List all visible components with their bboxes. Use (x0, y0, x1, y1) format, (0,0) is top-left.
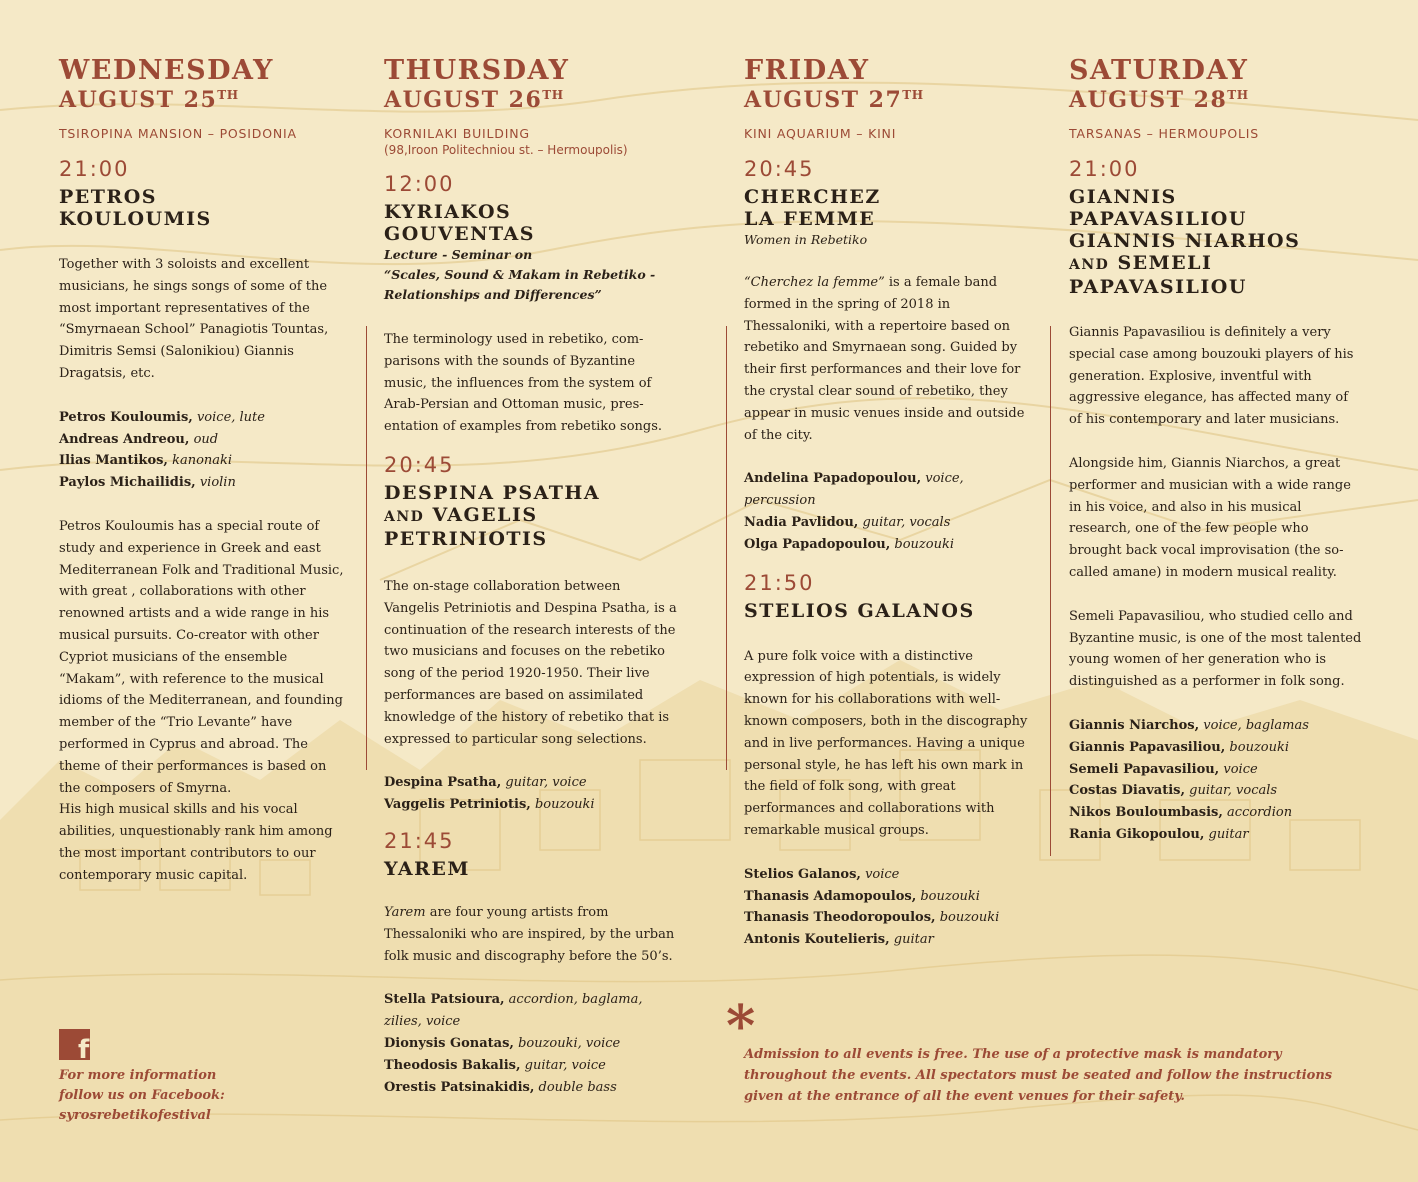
act-title: GIANNIS PAPAVASILIOU GIANNIS NIARHOS AND SEMELI PAPAVASILIOU (1069, 186, 1301, 298)
musician: Stelios Galanos, voice (744, 866, 900, 882)
artist-bio: Petros Kouloumis has a special route of study and experience in Greek and east Mediterranean Folk and Traditional Music, with great , collaborations with other renowned artists and a wide range in his musical pursuits. Co-creator with other Cypriot musicians of the ensemble “Makam”, with reference to the musical idioms of the Mediterranean, and founding member of the “Trio Levante” have performed in Cyprus and abroad. The theme of their performances is based on the composers of Smyrna. (59, 518, 344, 796)
musicians-list (384, 989, 679, 1098)
musicians-list (1069, 715, 1364, 846)
facebook-icon[interactable] (59, 1029, 90, 1060)
musician: Thanasis Adamopoulos, bouzouki (744, 888, 980, 904)
musician: Nikos Bouloumbasis, accordion (1069, 805, 1293, 821)
day-column-friday (744, 55, 1039, 951)
event-description-2: Alongside him, Giannis Niarchos, a great performer and musician with a wide range in his voice, and also in his musical research, one of the few people who brought back vocal improvisation (the so-called amane) in modern musical reality. (1069, 455, 1351, 580)
musicians-list (744, 864, 1039, 951)
event-description-3: Semeli Papavasiliou, who studied cello and Byzantine music, is one of the most talented young women of her generation who is distinguished as a performer in folk song. (1069, 608, 1362, 690)
day-name: FRIDAY (744, 55, 870, 86)
facebook-icon-glyph (59, 1029, 90, 1060)
artist-bio-2: His high musical skills and his vocal abilities, unquestionably rank him among the most important contributors to our contemporary music capital. (59, 802, 333, 883)
day-date: AUGUST 27TH (744, 87, 924, 113)
event-description: A pure folk voice with a distinctive expression of high potentials, is widely known for his collaborations with well-known composers, both in the discography and in live performances. Having a unique personal style, he has left his own mark in the field of folk song, with great performances and collaborations with remarkable musical groups. (744, 648, 1028, 838)
act-title: DESPINA PSATHA AND VAGELIS PETRINIOTIS (384, 481, 601, 550)
act-title: YAREM (384, 857, 470, 880)
musician: Andelina Papadopoulou, voice, percussion (744, 471, 964, 509)
musician: Giannis Niarchos, voice, baglamas (1069, 717, 1309, 733)
musician: Dionysis Gonatas, bouzouki, voice (384, 1035, 621, 1051)
event-description: The on-stage collaboration between Vangelis Petriniotis and Despina Psatha, is a continuation of the research interests of the two musicians and focuses on the rebetiko song of the period 1920-1950. Their live performances are based on assimilated knowledge of the history of rebetiko that is expressed to particular song selections. (384, 578, 677, 747)
event-description: Giannis Papavasiliou is definitely a very special case among bouzouki players of his generation. Explosive, inventful with aggressive elegance, has affected many of of his contemporary and later musicians. (1069, 325, 1354, 428)
musician: Nadia Pavlidou, guitar, vocals (744, 514, 951, 530)
venue-address: (98,Iroon Politechniou st. – Hermoupolis) (384, 143, 628, 157)
act-subtitle: Women in Rebetiko (744, 232, 868, 247)
musician: Thanasis Theodoropoulos, bouzouki (744, 910, 1000, 926)
musician: Olga Papadopoulou, bouzouki (744, 536, 954, 552)
event-time: 21:45 (384, 828, 455, 853)
day-name: SATURDAY (1069, 55, 1249, 86)
musician: Semeli Papavasiliou, voice (1069, 761, 1258, 777)
musician: Orestis Patsinakidis, double bass (384, 1079, 617, 1095)
act-subtitle: Lecture - Seminar on “Scales, Sound & Makam in Rebetiko - Relationships and Differences” (384, 247, 656, 302)
event-description: Yarem are four young artists from Thessaloniki who are inspired, by the urban folk music and discography before the 50’s. (384, 904, 675, 964)
day-date: AUGUST 25TH (59, 87, 239, 113)
event-time: 20:45 (744, 157, 815, 181)
event-description: “Cherchez la femme” is a female band formed in the spring of 2018 in Thessaloniki, with a repertoire based on rebetiko and Smyrnaean song. Guided by their first performances and their love for the crystal clear sound of rebetiko, they appear in music venues inside and outside of the city. (744, 275, 1025, 443)
act-title: PETROS KOULOUMIS (59, 186, 212, 230)
event-time: 21:50 (744, 570, 815, 595)
musicians-list (744, 468, 1039, 555)
musician: zilies, voice (384, 1014, 461, 1030)
event-time: 21:00 (59, 157, 130, 181)
venue: KINI AQUARIUM – KINI (744, 126, 897, 141)
facebook-handle-link[interactable]: syrosrebetikofestival (59, 1108, 211, 1123)
venue: KORNILAKI BUILDING (384, 126, 530, 141)
event-time: 20:45 (384, 452, 455, 477)
musician: Paylos Michailidis, violin (59, 475, 236, 491)
musician: Andreas Andreou, oud (59, 431, 219, 447)
facebook-info: For more information follow us on Facebook: syrosrebetikofestival (59, 1066, 299, 1126)
day-date: AUGUST 26TH (384, 87, 564, 113)
musician: Costas Diavatis, guitar, vocals (1069, 783, 1278, 799)
venue: TARSANAS – HERMOUPOLIS (1069, 126, 1259, 141)
day-column-wednesday (59, 55, 349, 887)
act-title: STELIOS GALANOS (744, 599, 975, 622)
column-divider-4 (1050, 326, 1051, 856)
day-name: THURSDAY (384, 55, 570, 86)
event-time: 21:00 (1069, 157, 1140, 181)
venue: TSIROPINA MANSION – POSIDONIA (59, 126, 297, 141)
musician: Petros Kouloumis, voice, lute (59, 409, 265, 425)
day-name: WEDNESDAY (59, 55, 274, 86)
asterisk-icon: * (726, 993, 756, 1059)
day-date: AUGUST 28TH (1069, 87, 1249, 113)
act-title: KYRIAKOS GOUVENTAS (384, 201, 535, 245)
musician: Theodosis Bakalis, guitar, voice (384, 1057, 606, 1073)
event-description: The terminology used in rebetiko, com-parisons with the sounds of Byzantine music, the influences from the system of Arab-Persian and Ottoman music, pres-entation of examples from rebetiko songs. (384, 332, 663, 435)
event-description: Together with 3 soloists and excellent musicians, he sings songs of some of the most important representatives of the “Smyrnaean School” Panagiotis Tountas, Dimitris Semsi (Salonikiou) Giannis Dragatsis, etc. (59, 257, 329, 381)
musicians-list (384, 772, 679, 816)
musician: Stella Patsioura, accordion, baglama, (384, 992, 643, 1008)
day-column-thursday (384, 55, 679, 1098)
musician: Antonis Koutelieris, guitar (744, 932, 934, 948)
column-divider-2 (366, 326, 367, 770)
musician: Despina Psatha, guitar, voice (384, 775, 587, 791)
svg-text:f: f (78, 1035, 90, 1060)
musician: Rania Gikopoulou, guitar (1069, 826, 1249, 842)
column-divider-3 (726, 326, 727, 770)
event-time: 12:00 (384, 172, 455, 196)
act-title: CHERCHEZ LA FEMME (744, 186, 881, 230)
musician: Vaggelis Petriniotis, bouzouki (384, 797, 595, 813)
day-column-saturday (1069, 55, 1364, 846)
musicians-list (59, 407, 349, 494)
musician: Ilias Mantikos, kanonaki (59, 453, 233, 469)
musician: Giannis Papavasiliou, bouzouki (1069, 739, 1290, 755)
admission-notice: Admission to all events is free. The use of a protective mask is mandatory throughout the events. All spectators must be seated and follow the instructions given at the entrance of all the event venues for their safety. (744, 1047, 1333, 1104)
